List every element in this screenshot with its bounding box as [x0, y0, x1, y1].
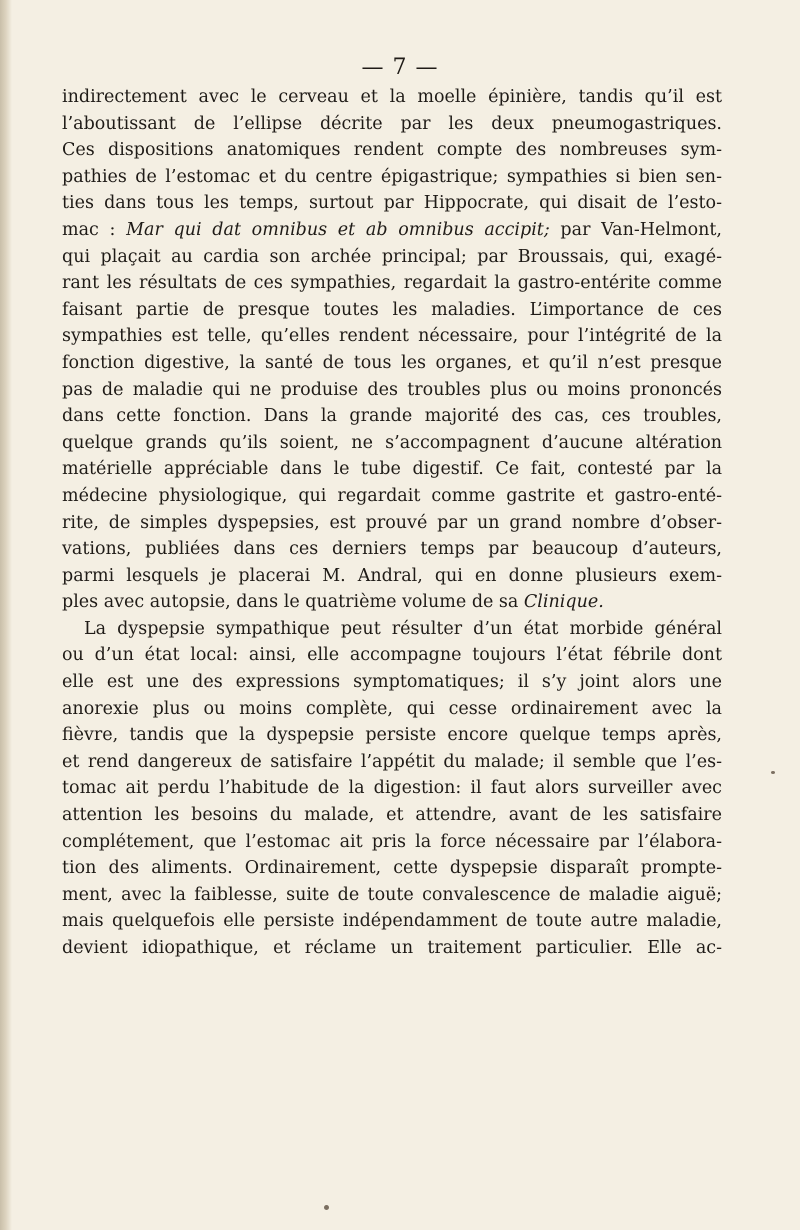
text-line: devient idiopathique, et réclame un traitement particulier. Elle ac-	[62, 938, 722, 958]
text-line: rant les résultats de ces sympathies, regardait la gastro-entérite comme	[62, 273, 722, 294]
text-line: pas de maladie qui ne produise des troubles plus ou moins prononcés	[62, 379, 722, 400]
text-segment: par Van-Helmont,	[549, 219, 722, 240]
text-line: anorexie plus ou moins complète, qui cesse ordinairement avec la	[62, 698, 722, 719]
italic-text: Clinique.	[523, 592, 604, 613]
text-line: tion des aliments. Ordinairement, cette dyspepsie disparaît prompte-	[62, 858, 722, 879]
text-line: fièvre, tandis que la dyspepsie persiste encore quelque temps après,	[62, 725, 722, 746]
ink-speck	[771, 771, 775, 774]
text-line: dans cette fonction. Dans la grande majorité des cas, ces troubles,	[62, 406, 722, 427]
text-line: La dyspepsie sympathique peut résulter d’un état morbide général	[84, 618, 722, 639]
text-line: pathies de l’estomac et du centre épigastrique; sympathies si bien sen-	[62, 166, 722, 187]
text-line: fonction digestive, la santé de tous les organes, et qu’il n’est presque	[62, 352, 722, 373]
text-line	[62, 217, 722, 244]
text-line: elle est une des expressions symptomatiques; il s’y joint alors une	[62, 672, 722, 693]
text-segment: mac :	[62, 219, 127, 240]
text-line: sympathies est telle, qu’elles rendent nécessaire, pour l’intégrité de la	[62, 326, 722, 347]
text-line: qui plaçait au cardia son archée principal; par Broussais, qui, exagé-	[62, 246, 722, 267]
text-line: rite, de simples dyspepsies, est prouvé par un grand nombre d’obser-	[62, 512, 722, 533]
text-line: attention les besoins du malade, et attendre, avant de les satisfaire	[62, 805, 722, 826]
text-line: Ces dispositions anatomiques rendent compte des nombreuses sym-	[62, 140, 722, 161]
text-line: parmi lesquels je placerai M. Andral, qui en donne plusieurs exem-	[62, 565, 722, 586]
text-line: l’aboutissant de l’ellipse décrite par les deux pneumogastriques.	[62, 113, 722, 134]
text-line: vations, publiées dans ces derniers temps par beaucoup d’auteurs,	[62, 539, 722, 560]
page-number: — 7 —	[361, 55, 439, 80]
text-line: matérielle appréciable dans le tube digestif. Ce fait, contesté par la	[62, 459, 722, 480]
text-line: quelque grands qu’ils soient, ne s’accompagnent d’aucune altération	[62, 432, 722, 453]
text-line: ou d’un état local: ainsi, elle accompagne toujours l’état fébrile dont	[62, 645, 722, 666]
body-text	[62, 84, 722, 962]
text-line: ties dans tous les temps, surtout par Hippocrate, qui disait de l’esto-	[62, 193, 722, 214]
text-line: médecine physiologique, qui regardait comme gastrite et gastro-enté-	[62, 485, 722, 506]
text-line: indirectement avec le cerveau et la moelle épinière, tandis qu’il est	[62, 87, 722, 107]
text-line: ment, avec la faiblesse, suite de toute convalescence de maladie aiguë;	[62, 884, 722, 905]
text-line: faisant partie de presque toutes les maladies. L’importance de ces	[62, 299, 722, 320]
page-binding-edge	[0, 0, 12, 1230]
text-line: tomac ait perdu l’habitude de la digestion: il faut alors surveiller avec	[62, 778, 722, 799]
text-line: complétement, que l’estomac ait pris la force nécessaire par l’élabora-	[62, 831, 722, 852]
text-segment: ples avec autopsie, dans le quatrième volume de sa	[62, 592, 524, 613]
ink-speck	[324, 1205, 329, 1210]
text-line	[62, 589, 722, 616]
text-line: mais quelquefois elle persiste indépendamment de toute autre maladie,	[62, 911, 722, 932]
text-line: et rend dangereux de satisfaire l’appétit du malade; il semble que l’es-	[62, 751, 722, 772]
italic-text: Mar qui dat omnibus et ab omnibus accipit;	[126, 219, 550, 240]
